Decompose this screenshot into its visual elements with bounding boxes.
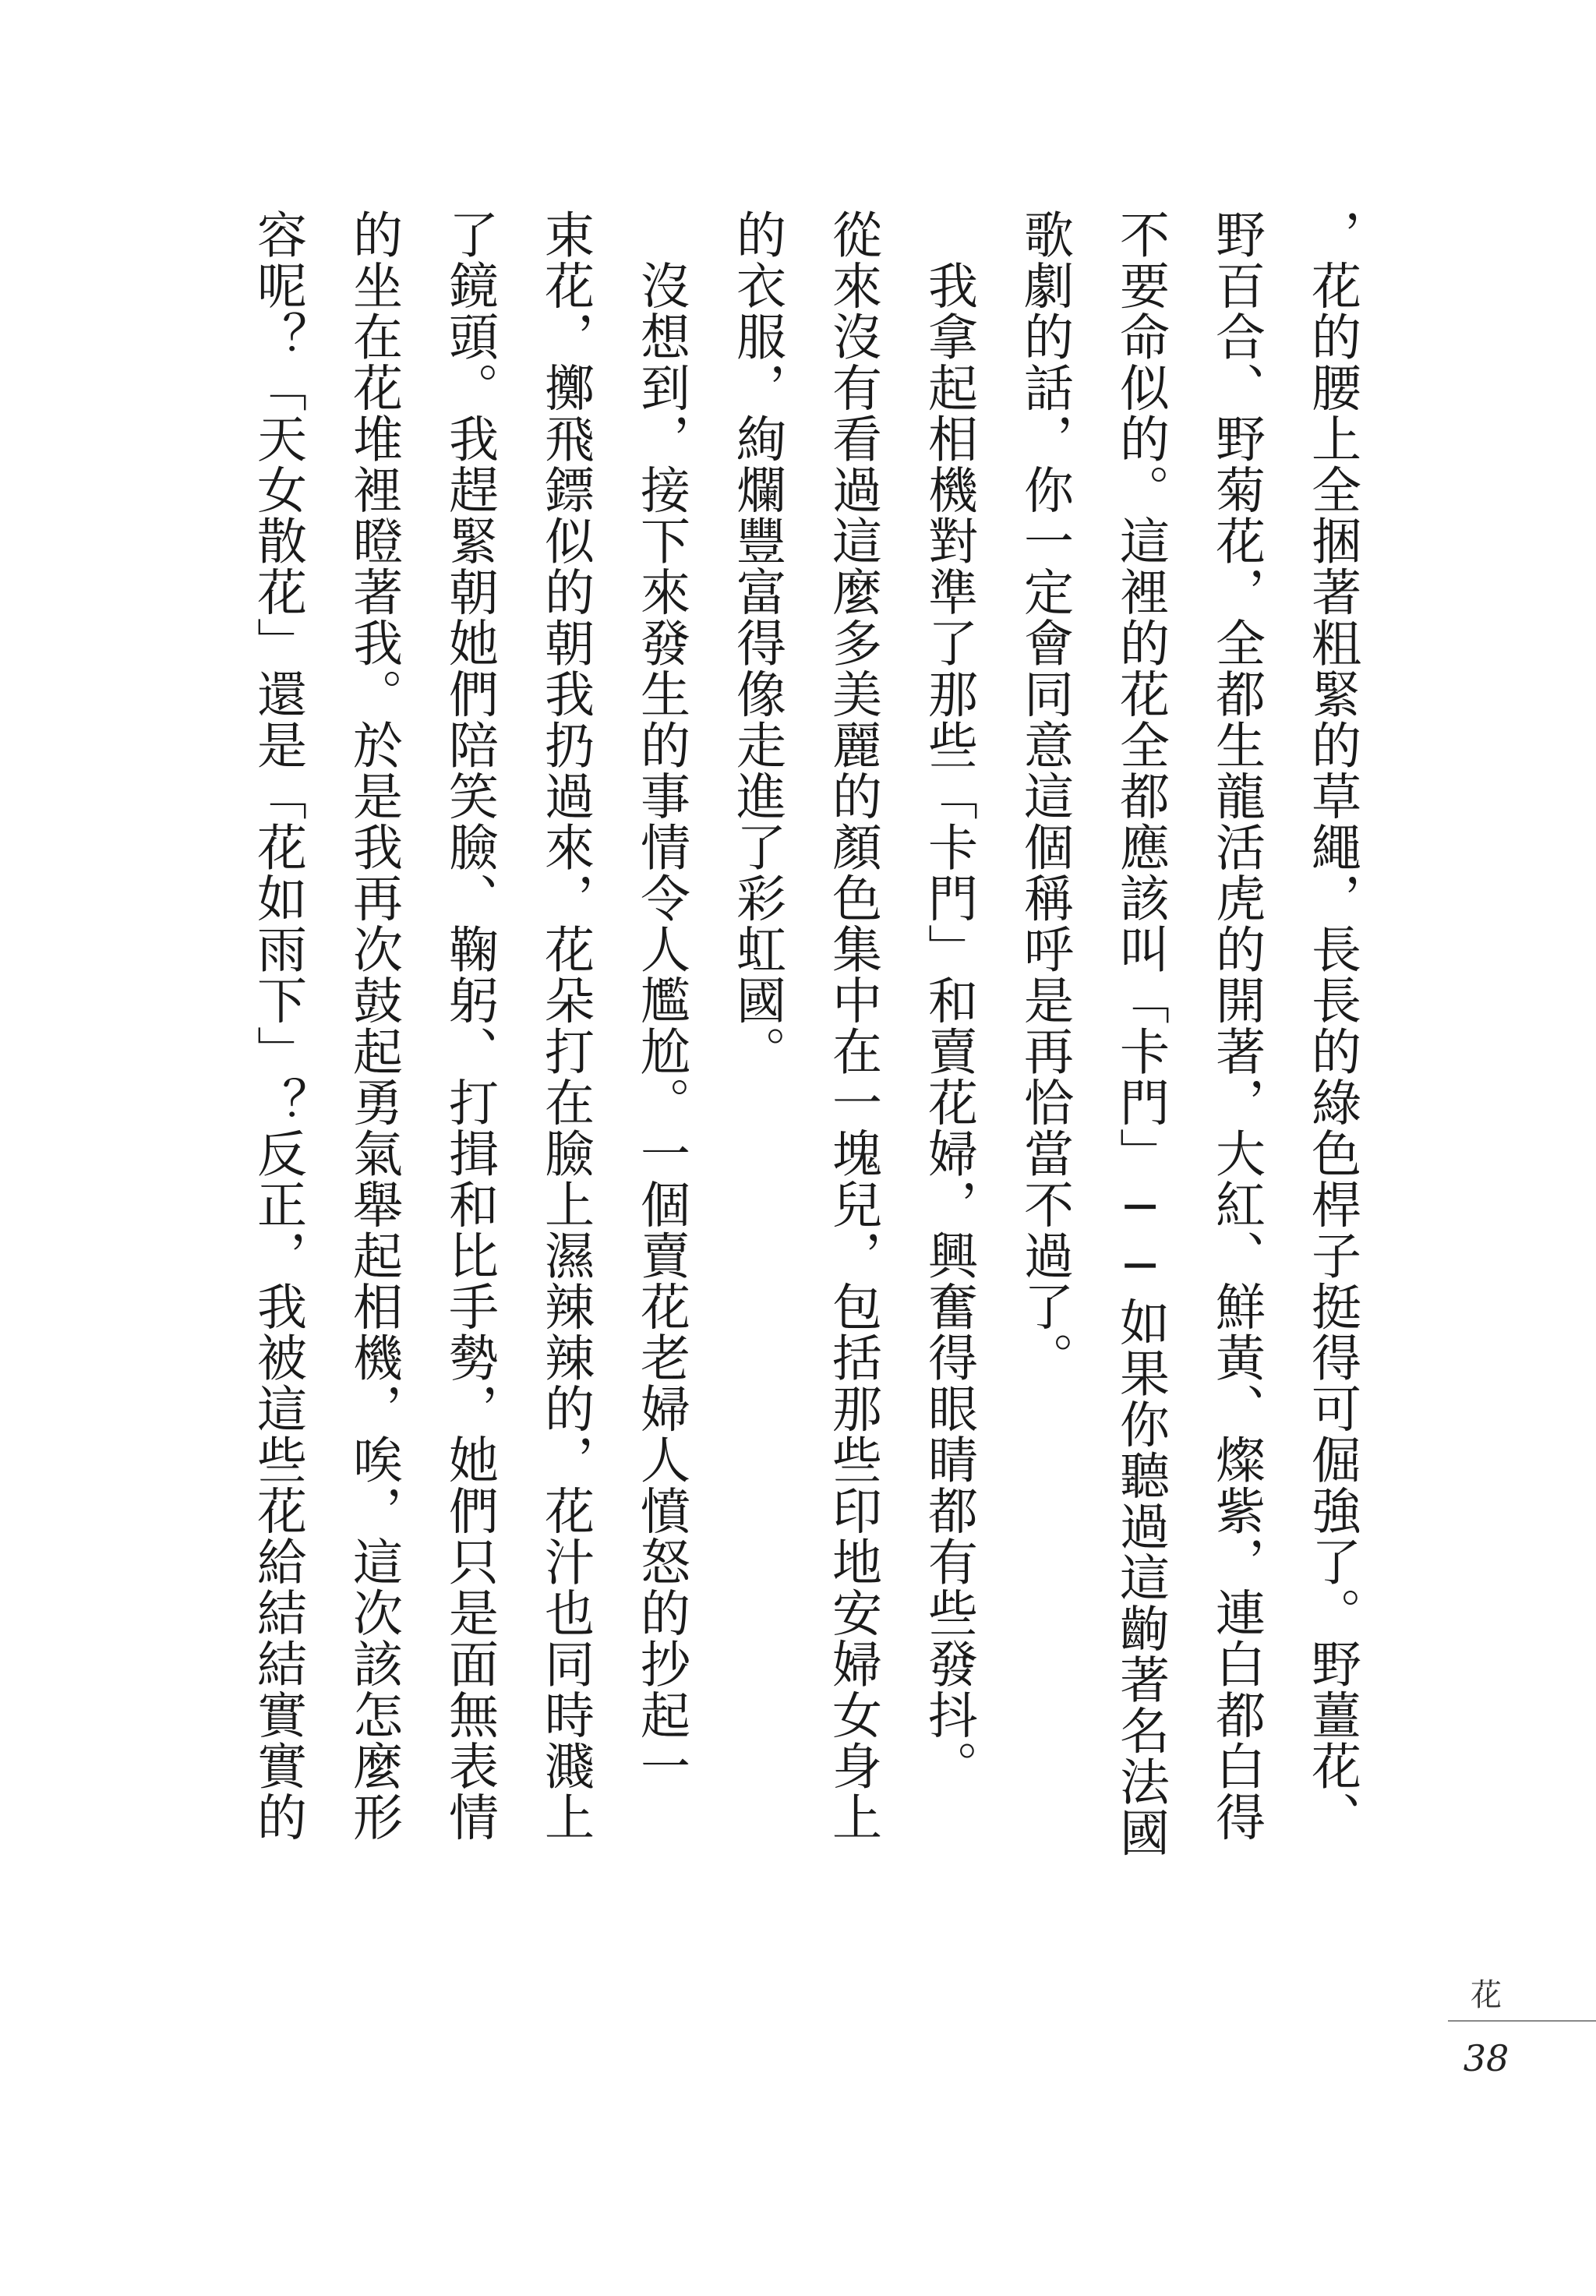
text-column-7: 的衣服，絢爛豐富得像走進了彩虹國。: [728, 209, 786, 1077]
vertical-text-block: [249, 209, 1379, 1908]
text-column-8: 沒想到，接下來發生的事情令人尷尬。一個賣花老婦人憤怒的抄起一: [632, 209, 690, 1792]
text-column-4: 歌劇的話，你一定會同意這個稱呼是再恰當不過了。: [1015, 209, 1073, 1383]
text-column-6: 從來沒有看過這麼多美麗的顏色集中在一塊兒，包括那些印地安婦女身上: [824, 209, 881, 1842]
text-column-12: 容呢？「天女散花」還是「花如雨下」？反正，我被這些花給結結實實的: [249, 209, 306, 1842]
running-head: 花: [1471, 1977, 1502, 2013]
text-column-9: 束花，擲飛鏢似的朝我扔過來，花朵打在臉上濕辣辣的，花汁也同時濺上: [536, 209, 594, 1842]
page-number: 38: [1463, 2037, 1509, 2079]
text-column-3: 不要命似的。這裡的花全都應該叫「卡門」──如果你聽過這齣著名法國: [1111, 209, 1169, 1858]
text-column-10: 了鏡頭。我趕緊朝她們陪笑臉、鞠躬、打揖和比手勢，她們只是面無表情: [440, 209, 498, 1842]
footer-rule: [1448, 2020, 1596, 2022]
text-column-5: 我拿起相機對準了那些「卡門」和賣花婦，興奮得眼睛都有些發抖。: [920, 209, 977, 1792]
text-column-2: 野百合、野菊花，全都生龍活虎的開著，大紅、鮮黃、燦紫，連白都白得: [1207, 209, 1265, 1842]
text-column-11: 的坐在花堆裡瞪著我。於是我再次鼓起勇氣舉起相機，唉，這次該怎麼形: [344, 209, 402, 1842]
text-column-1: ，花的腰上全捆著粗緊的草繩，長長的綠色桿子挺得可倔強了。野薑花、: [1303, 209, 1361, 1842]
